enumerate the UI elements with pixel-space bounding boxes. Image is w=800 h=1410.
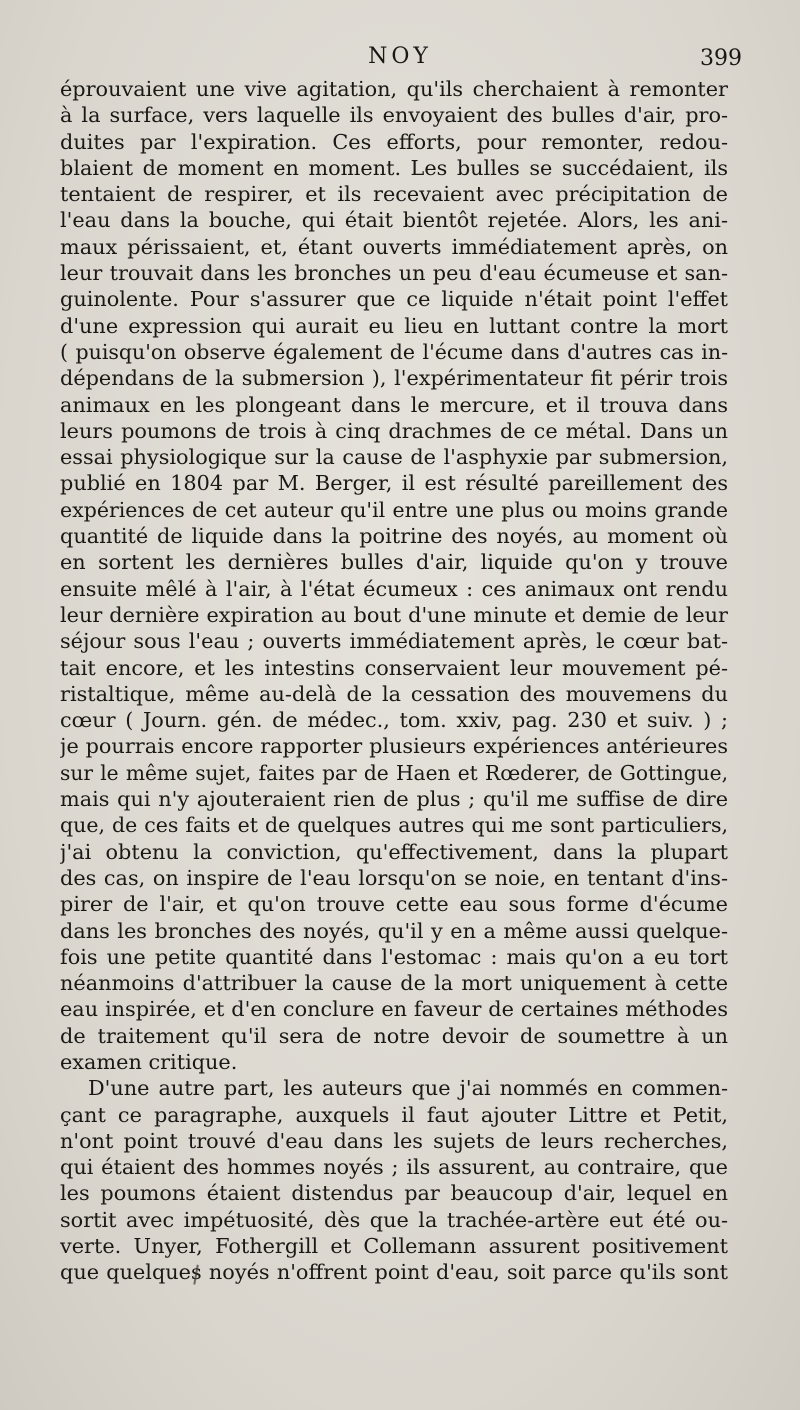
- running-head: NOY: [368, 44, 432, 69]
- text-line: dépendans de la submersion ), l'expérimentateur fit périr trois: [60, 366, 728, 391]
- text-line: en sortent les dernières bulles d'air, liquide qu'on y trouve: [60, 550, 728, 575]
- paragraph-2: [60, 1075, 728, 1285]
- text-line: leur trouvait dans les bronches un peu d'eau écumeuse et san-: [60, 261, 728, 286]
- text-line: de traitement qu'il sera de notre devoir de soumettre à un: [60, 1023, 728, 1048]
- paragraph-1: [60, 76, 728, 1075]
- text-line: d'une expression qui aurait eu lieu en luttant contre la mort: [60, 313, 728, 338]
- text-line: leurs poumons de trois à cinq drachmes de ce métal. Dans un: [60, 418, 728, 443]
- text-line: tait encore, et les intestins conservaient leur mouvement pé-: [60, 655, 728, 680]
- body-text: [60, 76, 728, 1286]
- text-line: blaient de moment en moment. Les bulles se succédaient, ils: [60, 155, 728, 180]
- text-line: les poumons étaient distendus par beaucoup d'air, lequel en: [60, 1181, 728, 1206]
- text-line: n'ont point trouvé d'eau dans les sujets de leurs recherches,: [60, 1128, 728, 1153]
- text-line: essai physiologique sur la cause de l'asphyxie par submersion,: [60, 445, 728, 470]
- text-line: publié en 1804 par M. Berger, il est résulté pareillement des: [60, 471, 728, 496]
- text-line: dans les bronches des noyés, qu'il y en a même aussi quelque-: [60, 918, 728, 943]
- text-line: tentaient de respirer, et ils recevaient avec précipitation de: [60, 182, 728, 207]
- text-line: à la surface, vers laquelle ils envoyaient des bulles d'air, pro-: [60, 103, 728, 128]
- text-line: néanmoins d'attribuer la cause de la mort uniquement à cette: [60, 971, 728, 996]
- text-line: que quelques noyés n'offrent point d'eau, soit parce qu'ils sont: [60, 1260, 728, 1285]
- text-line: guinolente. Pour s'assurer que ce liquide n'était point l'effet: [60, 287, 728, 312]
- text-line: çant ce paragraphe, auxquels il faut ajouter Littre et Petit,: [60, 1102, 728, 1127]
- text-line: leur dernière expiration au bout d'une minute et demie de leur: [60, 602, 728, 627]
- text-line: examen critique.: [60, 1049, 238, 1074]
- text-line: eau inspirée, et d'en conclure en faveur de certaines méthodes: [60, 997, 728, 1022]
- text-line: j'ai obtenu la conviction, qu'effectivement, dans la plupart: [60, 839, 728, 864]
- text-line: verte. Unyer, Fothergill et Collemann assurent positivement: [60, 1234, 728, 1259]
- page-header: [0, 40, 800, 80]
- text-line: maux périssaient, et, étant ouverts immédiatement après, on: [60, 234, 728, 259]
- page-number: 399: [700, 46, 742, 71]
- text-line: cœur ( Journ. gén. de médec., tom. xxiv, pag. 230 et suiv. ) ;: [60, 708, 728, 733]
- text-line: je pourrais encore rapporter plusieurs expériences antérieures: [60, 734, 728, 759]
- text-line: éprouvaient une vive agitation, qu'ils cherchaient à remonter: [60, 77, 728, 101]
- text-line: animaux en les plongeant dans le mercure, et il trouva dans: [60, 392, 728, 417]
- text-line: sortit avec impétuosité, dès que la trachée-artère eut été ou-: [60, 1207, 728, 1232]
- text-line: que, de ces faits et de quelques autres qui me sont particuliers,: [60, 813, 728, 838]
- text-line: ( puisqu'on observe également de l'écume dans d'autres cas in-: [60, 339, 728, 364]
- text-line: expériences de cet auteur qu'il entre une plus ou moins grande: [60, 497, 728, 522]
- text-line: qui étaient des hommes noyés ; ils assurent, au contraire, que: [60, 1155, 728, 1180]
- text-line: l'eau dans la bouche, qui était bientôt rejetée. Alors, les ani-: [60, 208, 728, 233]
- text-line: quantité de liquide dans la poitrine des noyés, au moment où: [60, 524, 728, 549]
- text-line: fois une petite quantité dans l'estomac : mais qu'on a eu tort: [60, 944, 728, 969]
- text-line: D'une autre part, les auteurs que j'ai nommés en commen-: [88, 1076, 728, 1101]
- text-line: pirer de l'air, et qu'on trouve cette eau sous forme d'écume: [60, 892, 728, 917]
- text-line: séjour sous l'eau ; ouverts immédiatement après, le cœur bat-: [60, 629, 728, 654]
- text-line: ensuite mêlé à l'air, à l'état écumeux : ces animaux ont rendu: [60, 576, 728, 601]
- text-line: ristaltique, même au-delà de la cessation des mouvemens du: [60, 681, 728, 706]
- text-line: des cas, on inspire de l'eau lorsqu'on se noie, en tentant d'ins-: [60, 865, 728, 890]
- text-line: sur le même sujet, faites par de Haen et Rœderer, de Gottingue,: [60, 760, 728, 785]
- text-line: mais qui n'y ajouteraient rien de plus ; qu'il me suffise de dire: [60, 787, 728, 812]
- text-line: duites par l'expiration. Ces efforts, pour remonter, redou-: [60, 129, 728, 154]
